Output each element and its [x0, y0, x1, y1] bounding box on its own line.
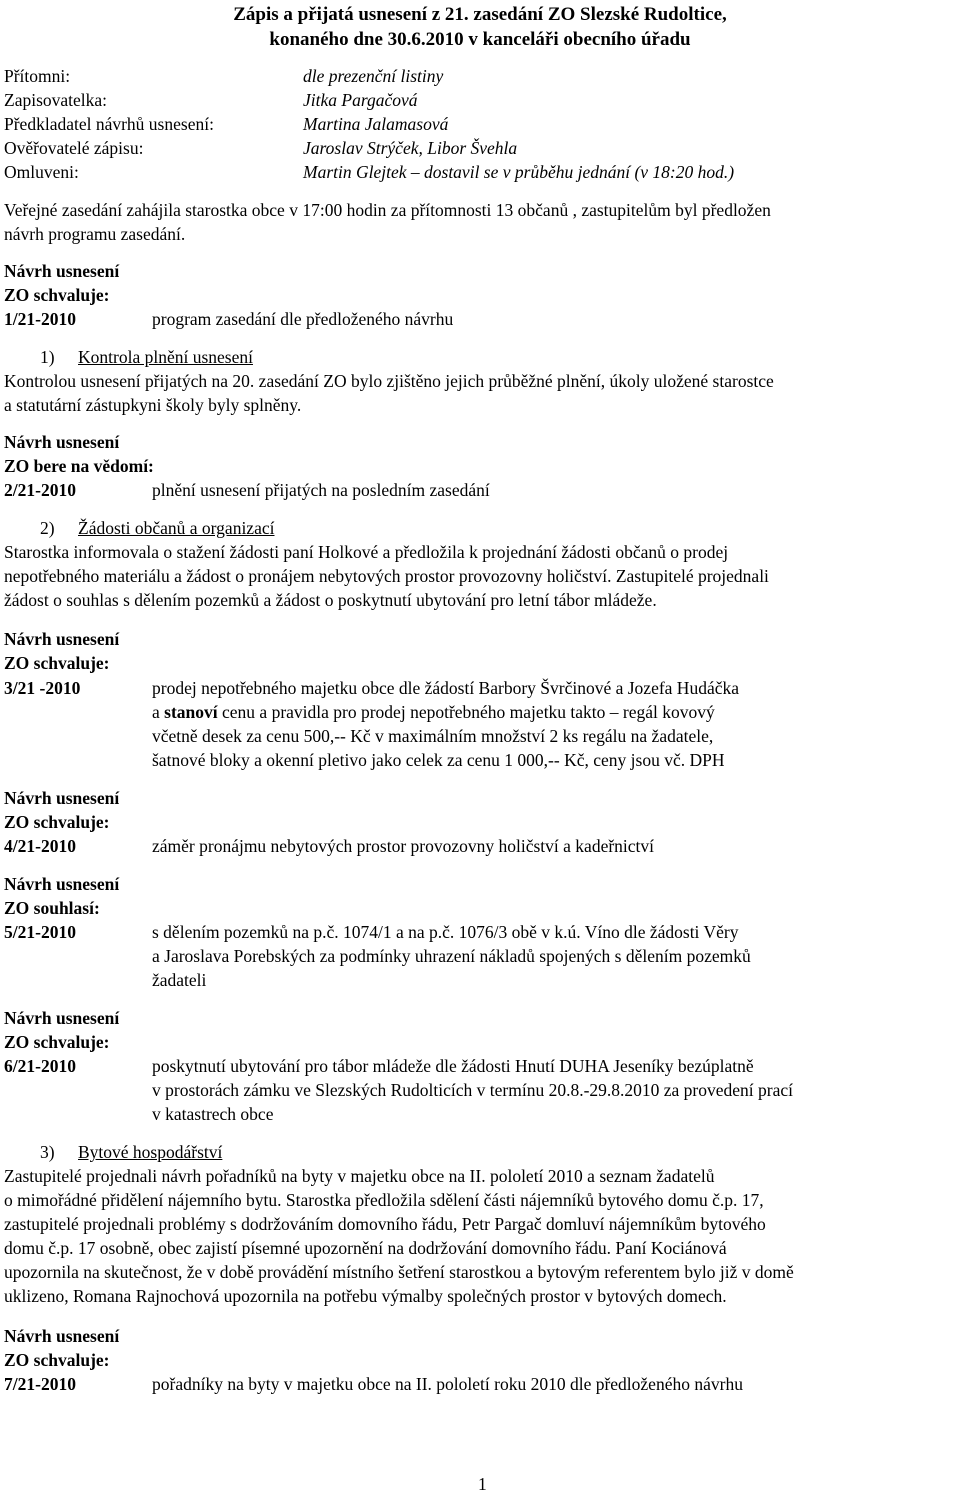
section2-text-line1: Starostka informovala o stažení žádosti paní Holkové a předložila k projednání žádosti občanů o prodej — [4, 542, 729, 562]
res2-navrh-label: Návrh usnesení — [4, 432, 120, 452]
res2-bere-label: ZO bere na vědomí: — [4, 456, 154, 476]
section1-text-line2: a statutární zástupkyni školy byly splněny. — [4, 395, 302, 415]
section3-text-line1: Zastupitelé projednali návrh pořadníků na byty v majetku obce na II. pololetí 2010 a seznam žadatelů — [4, 1166, 715, 1186]
res3-navrh-label: Návrh usnesení — [4, 629, 120, 649]
res1-text: program zasedání dle předloženého návrhu — [152, 309, 454, 329]
res6-text-line2: v prostorách zámku ve Slezských Rudolticích v termínu 20.8.-29.8.2010 za provedení prací — [152, 1080, 794, 1100]
res3-text-line2 — [152, 700, 715, 724]
res3-line2-pre: a — [152, 702, 165, 722]
document-title-line2: konaného dne 30.6.2010 v kanceláři obecního úřadu — [269, 29, 691, 50]
res3-line2-bold: stanoví — [164, 702, 218, 722]
res3-number: 3/21 -2010 — [4, 678, 81, 698]
res4-number: 4/21-2010 — [4, 836, 76, 856]
res1-number: 1/21-2010 — [4, 309, 76, 329]
res3-schvaluje-label: ZO schvaluje: — [4, 653, 110, 673]
attendance-label-recorder: Zapisovatelka: — [4, 90, 108, 110]
res2-number: 2/21-2010 — [4, 480, 76, 500]
attendance-value-excused: Martin Glejtek – dostavil se v průběhu jednání (v 18:20 hod.) — [303, 162, 735, 182]
res5-text-line1: s dělením pozemků na p.č. 1074/1 a na p.č. 1076/3 obě v k.ú. Víno dle žádosti Věry — [152, 922, 739, 942]
attendance-label-present: Přítomni: — [4, 66, 71, 86]
intro-line2: návrh programu zasedání. — [4, 224, 186, 244]
res5-text-line3: žadateli — [152, 970, 207, 990]
res5-number: 5/21-2010 — [4, 922, 76, 942]
attendance-value-verifiers: Jaroslav Strýček, Libor Švehla — [303, 138, 518, 158]
attendance-label-proposer: Předkladatel návrhů usnesení: — [4, 114, 214, 134]
res1-schvaluje-label: ZO schvaluje: — [4, 285, 110, 305]
res2-text: plnění usnesení přijatých na posledním zasedání — [152, 480, 490, 500]
res6-navrh-label: Návrh usnesení — [4, 1008, 120, 1028]
res7-text: pořadníky na byty v majetku obce na II. pololetí roku 2010 dle předloženého návrhu — [152, 1374, 743, 1394]
res6-schvaluje-label: ZO schvaluje: — [4, 1032, 110, 1052]
res4-navrh-label: Návrh usnesení — [4, 788, 120, 808]
section2-number: 2) — [40, 518, 55, 538]
res1-navrh-label: Návrh usnesení — [4, 261, 120, 281]
attendance-value-recorder: Jitka Pargačová — [303, 90, 418, 110]
res4-text: záměr pronájmu nebytových prostor provozovny holičství a kadeřnictví — [152, 836, 655, 856]
page-number: 1 — [478, 1474, 487, 1494]
res7-navrh-label: Návrh usnesení — [4, 1326, 120, 1346]
res3-text-line1: prodej nepotřebného majetku obce dle žádostí Barbory Švrčinové a Jozefa Hudáčka — [152, 678, 740, 698]
section3-text-line6: uklizeno, Romana Rajnochová upozornila na potřebu výmalby společných prostor v bytových domech. — [4, 1286, 727, 1306]
attendance-label-verifiers: Ověřovatelé zápisu: — [4, 138, 144, 158]
res7-number: 7/21-2010 — [4, 1374, 76, 1394]
section3-text-line3: zastupitelé projednali problémy s dodržováním domovního řádu, Petr Pargač domluví nájemníkům bytového — [4, 1214, 766, 1234]
res3-text-line3: včetně desek za cenu 500,-- Kč v maximálním množství 2 ks regálu na žadatele, — [152, 726, 714, 746]
res5-navrh-label: Návrh usnesení — [4, 874, 120, 894]
res3-text-line4: šatnové bloky a okenní pletivo jako celek za cenu 1 000,-- Kč, ceny jsou vč. DPH — [152, 750, 725, 770]
section2-heading: Žádosti občanů a organizací — [78, 518, 275, 538]
section3-text-line5: upozornila na skutečnost, že v době provádění místního šetření starostkou a bytovým referentem bylo již v domě — [4, 1262, 794, 1282]
attendance-value-proposer: Martina Jalamasová — [303, 114, 449, 134]
res7-schvaluje-label: ZO schvaluje: — [4, 1350, 110, 1370]
section3-heading: Bytové hospodářství — [78, 1142, 223, 1162]
section1-text-line1: Kontrolou usnesení přijatých na 20. zasedání ZO bylo zjištěno jejich průběžné plnění, úkoly uložené starostce — [4, 371, 774, 391]
section1-number: 1) — [40, 347, 55, 367]
document-title-line1: Zápis a přijatá usnesení z 21. zasedání ZO Slezské Rudoltice, — [233, 4, 727, 25]
section2-text-line3: žádost o souhlas s dělením pozemků a žádost o poskytnutí ubytování pro letní tábor mládeže. — [4, 590, 657, 610]
res4-schvaluje-label: ZO schvaluje: — [4, 812, 110, 832]
res5-souhlasi-label: ZO souhlasí: — [4, 898, 100, 918]
intro-line1: Veřejné zasedání zahájila starostka obce v 17:00 hodin za přítomnosti 13 občanů , zastupitelům byl předložen — [4, 200, 771, 220]
section2-text-line2: nepotřebného materiálu a žádost o pronájem nebytových prostor provozovny holičství. Zastupitelé projednali — [4, 566, 769, 586]
attendance-label-excused: Omluveni: — [4, 162, 79, 182]
section3-number: 3) — [40, 1142, 55, 1162]
section3-text-line4: domu č.p. 17 osobně, obec zajistí písemné upozornění na dodržování domovního řádu. Paní Kociánová — [4, 1238, 727, 1258]
res5-text-line2: a Jaroslava Porebských za podmínky uhrazení nákladů spojených s dělením pozemků — [152, 946, 751, 966]
attendance-value-present: dle prezenční listiny — [303, 66, 444, 86]
res6-number: 6/21-2010 — [4, 1056, 76, 1076]
section3-text-line2: o mimořádné přidělení nájemního bytu. Starostka předložila sdělení části nájemníků bytového domu č.p. 17, — [4, 1190, 764, 1210]
res6-text-line1: poskytnutí ubytování pro tábor mládeže dle žádosti Hnutí DUHA Jeseníky bezúplatně — [152, 1056, 754, 1076]
section1-heading: Kontrola plnění usnesení — [78, 347, 253, 367]
res6-text-line3: v katastrech obce — [152, 1104, 274, 1124]
res3-line2-post: cenu a pravidla pro prodej nepotřebného majetku takto – regál kovový — [217, 702, 715, 722]
